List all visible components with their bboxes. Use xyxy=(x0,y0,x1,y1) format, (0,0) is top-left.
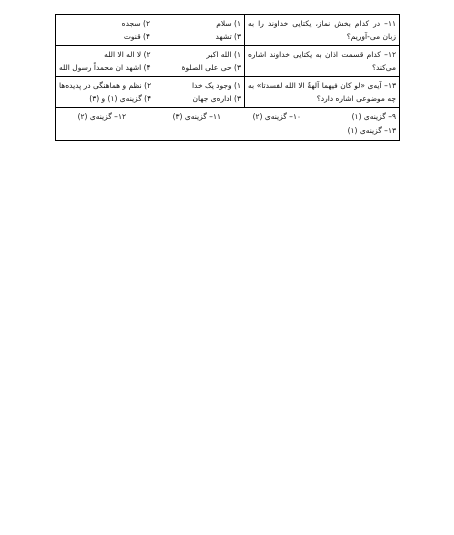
option-1: ۱) سلام xyxy=(216,19,241,28)
answer-12: ۱۲– گزینه‌ی (۲) xyxy=(77,112,126,121)
answer-9: ۹– گزینه‌ی (۱) xyxy=(351,112,396,121)
option-1: ۱) وجود یک خدا xyxy=(191,81,241,90)
question-text: ۱۲– کدام قسمت اذان به یکتایی خداوند اشاره می‌کند؟ xyxy=(245,46,400,77)
question-text: ۱۱– در کدام بخش نماز، یکتایی خداوند را به زبان می-آوریم؟ xyxy=(245,15,400,46)
option-2: ۲) نظم و هماهنگی در پدیده‌ها xyxy=(59,81,152,90)
option-4: ۴) گزینه‌ی (۱) و (۳) xyxy=(89,94,152,103)
option-2: ۲) لا اله الا الله xyxy=(104,50,151,59)
answer-11: ۱۱– گزینه‌ی (۳) xyxy=(172,112,221,121)
answer-key-row xyxy=(56,108,400,141)
option-2: ۲) سجده xyxy=(121,19,150,28)
question-row-12 xyxy=(56,46,400,77)
option-3: ۳) اداره‌ی جهان xyxy=(192,94,241,103)
option-3: ۳) حی علی الصلوة xyxy=(181,63,241,72)
options-cell xyxy=(56,46,245,77)
question-text: ۱۳– آیه‌ی «لو کان فیهما آلهةٌ الا الله لفسدتا» به چه موضوعی اشاره دارد؟ xyxy=(245,77,400,108)
option-4: ۴) قنوت xyxy=(123,32,150,41)
question-row-11 xyxy=(56,15,400,46)
question-row-13 xyxy=(56,77,400,108)
options-cell xyxy=(56,15,245,46)
answer-13: ۱۳– گزینه‌ی (۱) xyxy=(347,126,396,135)
option-3: ۳) تشهد xyxy=(215,32,241,41)
answer-10: ۱۰– گزینه‌ی (۲) xyxy=(252,112,301,121)
answer-key xyxy=(56,108,400,141)
options-cell xyxy=(56,77,245,108)
questions-table xyxy=(55,14,400,141)
option-4: ۴) اشهد ان محمداً رسول الله xyxy=(59,63,151,72)
option-1: ۱) الله اکبر xyxy=(206,50,241,59)
